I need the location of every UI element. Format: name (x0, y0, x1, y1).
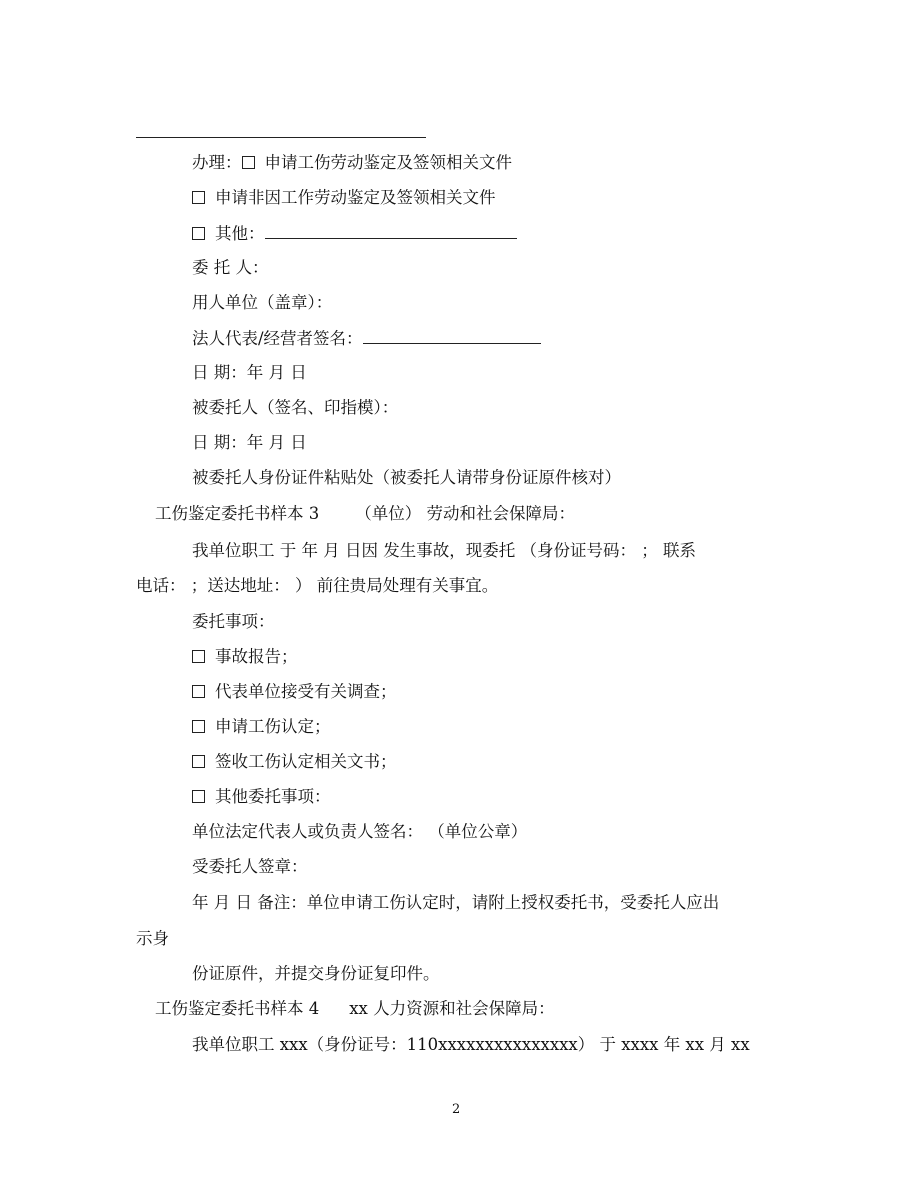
matter-3-text: 申请工伤认定； (215, 717, 331, 736)
unit-signature-line: 单位法定代表人或负责人签名： （单位公章） (192, 822, 528, 841)
checkbox-matter-1[interactable] (192, 650, 205, 663)
checkbox-option-2[interactable] (192, 191, 205, 204)
option-line-1 (192, 152, 512, 174)
checkbox-matter-2[interactable] (192, 685, 205, 698)
sample-4-title: 工伤鉴定委托书样本 4 (155, 999, 320, 1018)
checkbox-matter-3[interactable] (192, 720, 205, 733)
date-line-1: 日 期：年 月 日 (192, 363, 307, 382)
date-line-2: 日 期：年 月 日 (192, 433, 307, 452)
handle-label: 办理： (192, 153, 242, 172)
entrusted-matters-label: 委托事项： (192, 612, 275, 631)
checkbox-matter-5[interactable] (192, 790, 205, 803)
top-blank-line (136, 137, 426, 138)
sample-3-heading (155, 503, 575, 525)
option-1-text: 申请工伤劳动鉴定及签领相关文件 (264, 153, 512, 172)
matter-item-3 (192, 716, 331, 738)
matter-4-text: 签收工伤认定相关文书； (215, 752, 397, 771)
matter-1-text: 事故报告； (215, 647, 298, 666)
matter-item-2 (192, 681, 397, 703)
legal-rep-signature-blank[interactable] (363, 327, 541, 344)
option-3-text: 其他： (215, 224, 265, 243)
sample-3-body-line-1: 我单位职工 于 年 月 日因 发生事故，现委托 （身份证号码： ； 联系 (192, 541, 696, 560)
option-line-3 (192, 222, 517, 245)
option-2-text: 申请非因工作劳动鉴定及签领相关文件 (215, 188, 496, 207)
employer-seal-label: 用人单位（盖章）： (192, 293, 333, 312)
remark-line-2: 示身 (136, 929, 169, 948)
checkbox-matter-4[interactable] (192, 755, 205, 768)
checkbox-option-3[interactable] (192, 227, 205, 240)
sample-4-heading (155, 998, 555, 1020)
matter-item-1 (192, 646, 298, 668)
page-number: 2 (452, 1102, 461, 1117)
other-blank-field[interactable] (265, 222, 517, 239)
remark-line-3: 份证原件，并提交身份证复印件。 (192, 964, 440, 983)
matter-2-text: 代表单位接受有关调查； (215, 682, 397, 701)
legal-rep-signature-label: 法人代表/经营者签名： (192, 329, 363, 348)
remark-line-1: 年 月 日 备注：单位申请工伤认定时，请附上授权委托书，受委托人应出 (192, 893, 720, 912)
principal-label: 委 托 人： (192, 258, 269, 277)
agent-seal-line: 受委托人签章： (192, 857, 308, 876)
matter-5-text: 其他委托事项： (215, 787, 331, 806)
matter-item-5 (192, 786, 331, 808)
agent-signature-label: 被委托人（签名、印指模）： (192, 398, 399, 417)
id-paste-note: 被委托人身份证件粘贴处（被委托人请带身份证原件核对） (192, 468, 621, 487)
sample-4-addressee: xx 人力资源和社会保障局： (349, 999, 555, 1018)
checkbox-option-1[interactable] (242, 156, 255, 169)
option-line-2 (192, 187, 496, 209)
sample-3-addressee: （单位） 劳动和社会保障局： (355, 504, 575, 523)
sample-4-body-line-1: 我单位职工 xxx（身份证号：110xxxxxxxxxxxxxxx） 于 xxxx 年 xx 月 xx (192, 1035, 750, 1054)
sample-3-title: 工伤鉴定委托书样本 3 (155, 504, 320, 523)
matter-item-4 (192, 751, 397, 773)
sample-3-body-line-2: 电话： ；送达地址： ） 前往贵局处理有关事宜。 (136, 576, 499, 595)
legal-rep-signature-line (192, 327, 541, 350)
